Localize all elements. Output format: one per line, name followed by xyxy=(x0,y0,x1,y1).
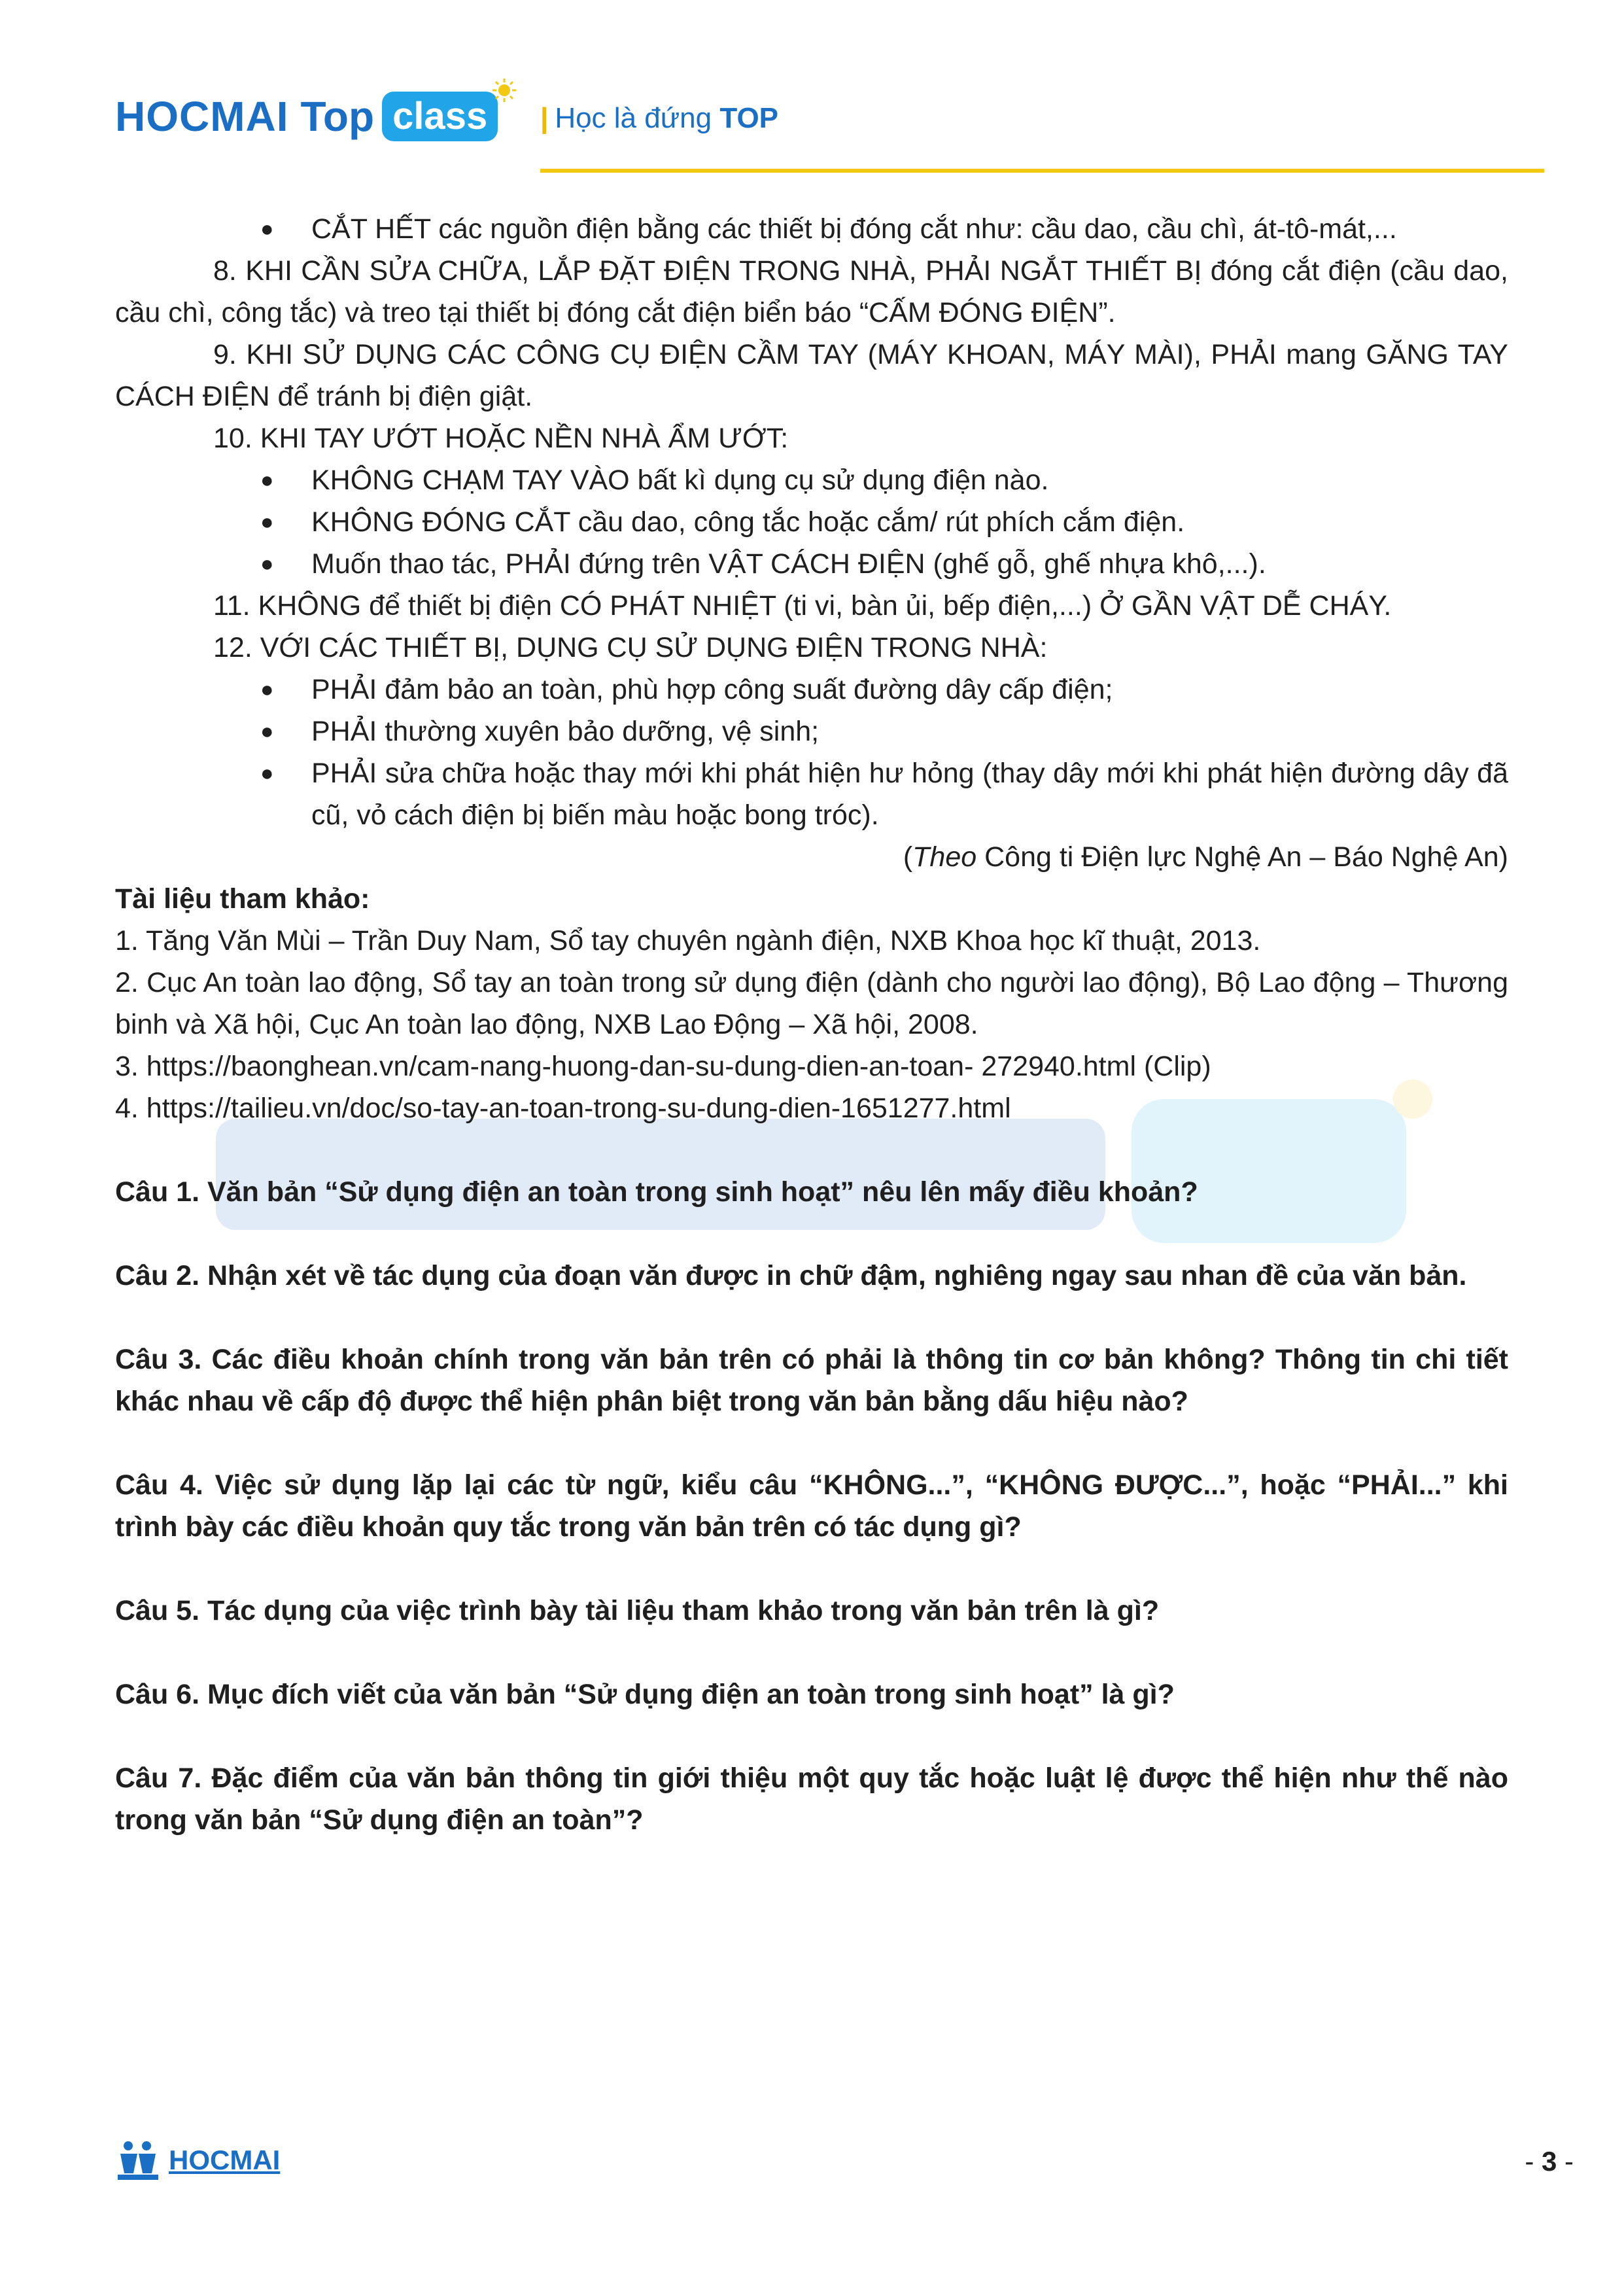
bullet-icon: ● xyxy=(260,510,274,534)
page-number-prefix: - xyxy=(1525,2146,1542,2177)
reference-link[interactable]: 3. https://baonghean.vn/cam-nang-huong-dan-su-dung-dien-an-toan- 272940.html (Clip) xyxy=(115,1051,1211,1082)
list-item-text: PHẢI đảm bảo an toàn, phù hợp công suất đường dây cấp điện; xyxy=(311,674,1113,705)
reference-link[interactable]: 4. https://tailieu.vn/doc/so-tay-an-toan-trong-su-dung-dien-1651277.html xyxy=(115,1093,1011,1124)
hocmai-people-icon xyxy=(115,2139,161,2181)
question-5: Câu 5. Tác dụng của việc trình bày tài liệu tham khảo trong văn bản trên là gì? xyxy=(115,1595,1160,1626)
footer-logo[interactable] xyxy=(115,2139,280,2181)
page-footer xyxy=(115,2139,1574,2185)
bullet-icon: ● xyxy=(260,217,274,241)
question-2: Câu 2. Nhận xét về tác dụng của đoạn văn được in chữ đậm, nghiêng ngay sau nhan đề của văn bản. xyxy=(115,1260,1467,1291)
bullet-icon: ● xyxy=(260,468,274,493)
page-number-suffix: - xyxy=(1557,2146,1574,2177)
list-item-text: CẮT HẾT các nguồn điện bằng các thiết bị đóng cắt như: cầu dao, cầu chì, át-tô-mát,... xyxy=(311,213,1397,245)
question-7: Câu 7. Đặc điểm của văn bản thông tin giới thiệu một quy tắc hoặc luật lệ được thể hiện như thế nào trong văn bản “Sử dụng điện an toàn”? xyxy=(115,1762,1508,1836)
list-item xyxy=(115,459,1508,501)
footer-logo-text[interactable]: HOCMAI xyxy=(169,2145,281,2175)
rule-12: 12. VỚI CÁC THIẾT BỊ, DỤNG CỤ SỬ DỤNG ĐIỆN TRONG NHÀ: xyxy=(213,632,1048,663)
list-item-text: KHÔNG CHẠM TAY VÀO bất kì dụng cụ sử dụng điện nào. xyxy=(311,464,1049,496)
list-item xyxy=(115,752,1508,836)
logo-class-badge xyxy=(382,92,498,141)
rule-10: 10. KHI TAY ƯỚT HOẶC NỀN NHÀ ẨM ƯỚT: xyxy=(213,423,789,454)
tagline-emphasis: TOP xyxy=(719,102,779,134)
citation-open: ( xyxy=(903,841,913,873)
bullet-icon: ● xyxy=(260,761,274,786)
bullet-icon: ● xyxy=(260,677,274,702)
reference-item: 1. Tăng Văn Mùi – Trần Duy Nam, Sổ tay chuyên ngành điện, NXB Khoa học kĩ thuật, 2013. xyxy=(115,925,1261,956)
citation-theo: Theo xyxy=(912,841,977,873)
page-header xyxy=(115,79,1541,150)
question-4: Câu 4. Việc sử dụng lặp lại các từ ngữ, kiểu câu “KHÔNG...”, “KHÔNG ĐƯỢC...”, hoặc “PHẢI...” khi trình bày các điều khoản quy tắc trong văn bản trên có tác dụng gì? xyxy=(115,1469,1508,1543)
rule-9: 9. KHI SỬ DỤNG CÁC CÔNG CỤ ĐIỆN CẦM TAY (MÁY KHOAN, MÁY MÀI), PHẢI mang GĂNG TAY CÁCH ĐIỆN để tránh bị điện giật. xyxy=(115,339,1508,412)
tagline-separator: | xyxy=(540,102,549,134)
page-number xyxy=(1525,2146,1574,2177)
list-item-text: KHÔNG ĐÓNG CẮT cầu dao, công tắc hoặc cắm/ rút phích cắm điện. xyxy=(311,506,1185,538)
list-item xyxy=(115,669,1508,710)
logo-top-text: Top xyxy=(300,93,375,140)
source-citation xyxy=(115,836,1508,878)
list-item xyxy=(115,208,1508,250)
list-item-text: PHẢI sửa chữa hoặc thay mới khi phát hiện hư hỏng (thay dây mới khi phát hiện đường dây đã cũ, vỏ cách điện bị biến màu hoặc bong tróc). xyxy=(311,758,1508,831)
tagline-prefix: Học là đứng xyxy=(555,102,712,134)
list-item xyxy=(115,543,1508,585)
references-title: Tài liệu tham khảo: xyxy=(115,883,370,915)
question-6: Câu 6. Mục đích viết của văn bản “Sử dụng điện an toàn trong sinh hoạt” là gì? xyxy=(115,1679,1175,1710)
list-item xyxy=(115,501,1508,543)
rule-8: 8. KHI CẦN SỬA CHỮA, LẮP ĐẶT ĐIỆN TRONG NHÀ, PHẢI NGẮT THIẾT BỊ đóng cắt điện (cầu dao, cầu chì, công tắc) và treo tại thiết bị đóng cắt điện biển báo “CẤM ĐÓNG ĐIỆN”. xyxy=(115,255,1508,328)
header-divider xyxy=(540,169,1544,173)
list-item xyxy=(115,710,1508,752)
document-body xyxy=(115,208,1508,1883)
reference-item: 2. Cục An toàn lao động, Sổ tay an toàn trong sử dụng điện (dành cho người lao động), Bộ Lao động – Thương binh và Xã hội, Cục An toàn lao động, NXB Lao Động – Xã hội, 2008. xyxy=(115,967,1508,1040)
sun-icon xyxy=(491,77,517,103)
logo-class-text: class xyxy=(392,95,488,137)
page-number-value: 3 xyxy=(1541,2146,1557,2177)
bullet-icon: ● xyxy=(260,719,274,744)
question-3: Câu 3. Các điều khoản chính trong văn bản trên có phải là thông tin cơ bản không? Thông tin chi tiết khác nhau về cấp độ được thể hiện phân biệt trong văn bản bằng dấu hiệu nào? xyxy=(115,1344,1508,1417)
hocmai-topclass-logo xyxy=(115,92,498,141)
rule-11: 11. KHÔNG để thiết bị điện CÓ PHÁT NHIỆT (ti vi, bàn ủi, bếp điện,...) Ở GẦN VẬT DỄ CHÁY. xyxy=(213,590,1392,622)
citation-rest: Công ti Điện lực Nghệ An – Báo Nghệ An) xyxy=(976,841,1508,873)
list-item-text: PHẢI thường xuyên bảo dưỡng, vệ sinh; xyxy=(311,716,820,747)
header-tagline xyxy=(540,102,778,135)
question-1: Câu 1. Văn bản “Sử dụng điện an toàn trong sinh hoạt” nêu lên mấy điều khoản? xyxy=(115,1176,1198,1208)
list-item-text: Muốn thao tác, PHẢI đứng trên VẬT CÁCH ĐIỆN (ghế gỗ, ghế nhựa khô,...). xyxy=(311,548,1266,580)
logo-hocmai-text: HOCMAI xyxy=(115,93,289,140)
bullet-icon: ● xyxy=(260,552,274,576)
